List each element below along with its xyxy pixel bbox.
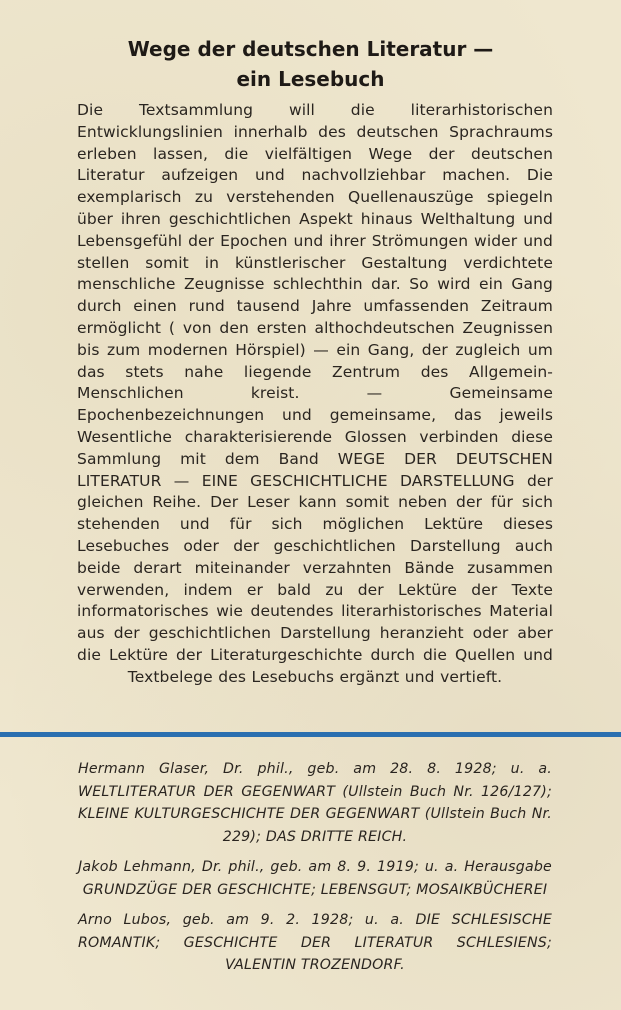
author-notes [78, 758, 552, 985]
author-note-lubos: Arno Lubos, geb. am 9. 2. 1928; u. a. DIE SCHLESISCHE ROMANTIK; GESCHICHTE DER LITERATUR SCHLESIENS; VALENTIN TROZENDORF. [78, 912, 552, 973]
title-line-1: Wege der deutschen Literatur — [127, 37, 494, 61]
author-note-glaser: Hermann Glaser, Dr. phil., geb. am 28. 8. 1928; u. a. WELTLITERATUR DER GEGENWART (Ullstein Buch Nr. 126/127); KLEINE KULTURGESCHICHTE DER GEGENWART (Ullstein Buch Nr. 229); DAS DRITTE REICH. [78, 761, 552, 845]
title-line-2: ein Lesebuch [236, 67, 385, 91]
author-note-lehmann: Jakob Lehmann, Dr. phil., geb. am 8. 9. 1919; u. a. Herausgabe GRUNDZÜGE DER GESCHICHTE; LEBENSGUT; MOSAIKBÜCHEREI [78, 859, 552, 898]
page-title [0, 34, 621, 94]
blurb-paragraph: Die Textsammlung will die literarhistorischen Entwicklungslinien innerhalb des deutschen Sprachraums erleben lassen, die vielfältigen Wege der deutschen Literatur aufzeigen und nachvollziehbar machen. Die exemplarisch zu verstehenden Quellenauszüge spiegeln über ihren geschichtlichen Aspekt hinaus Welthaltung und Lebensgefühl der Epochen und ihrer Strömungen wider und stellen somit in künstlerischer Gestaltung verdichtete menschliche Zeugnisse schlechthin dar. So wird ein Gang durch einen rund tausend Jahre umfassenden Zeitraum ermöglicht ( von den ersten althochdeutschen Zeugnissen bis zum modernen Hörspiel) — ein Gang, der zugleich um das stets nahe liegende Zentrum des Allgemein-Menschlichen kreist. — Gemeinsame Epochenbezeichnungen und gemeinsame, das jeweils Wesentliche charakterisierende Glossen verbinden diese Sammlung mit dem Band WEGE DER DEUTSCHEN LITERATUR — EINE GESCHICHTLICHE DARSTELLUNG der gleichen Reihe. Der Leser kann somit neben der für sich stehenden und für sich möglichen Lektüre dieses Lesebuches oder der geschichtlichen Darstellung auch beide derart miteinander verzahnten Bände zusammen verwenden, indem er bald zu der Lektüre der Texte informatorisches wie deutendes literarhistorisches Material aus der geschichtlichen Darstellung heranzieht oder aber die Lektüre der Literaturgeschichte durch die Quellen und Textbelege des Lesebuchs ergänzt und vertieft. [77, 101, 553, 686]
blue-divider [0, 732, 621, 737]
